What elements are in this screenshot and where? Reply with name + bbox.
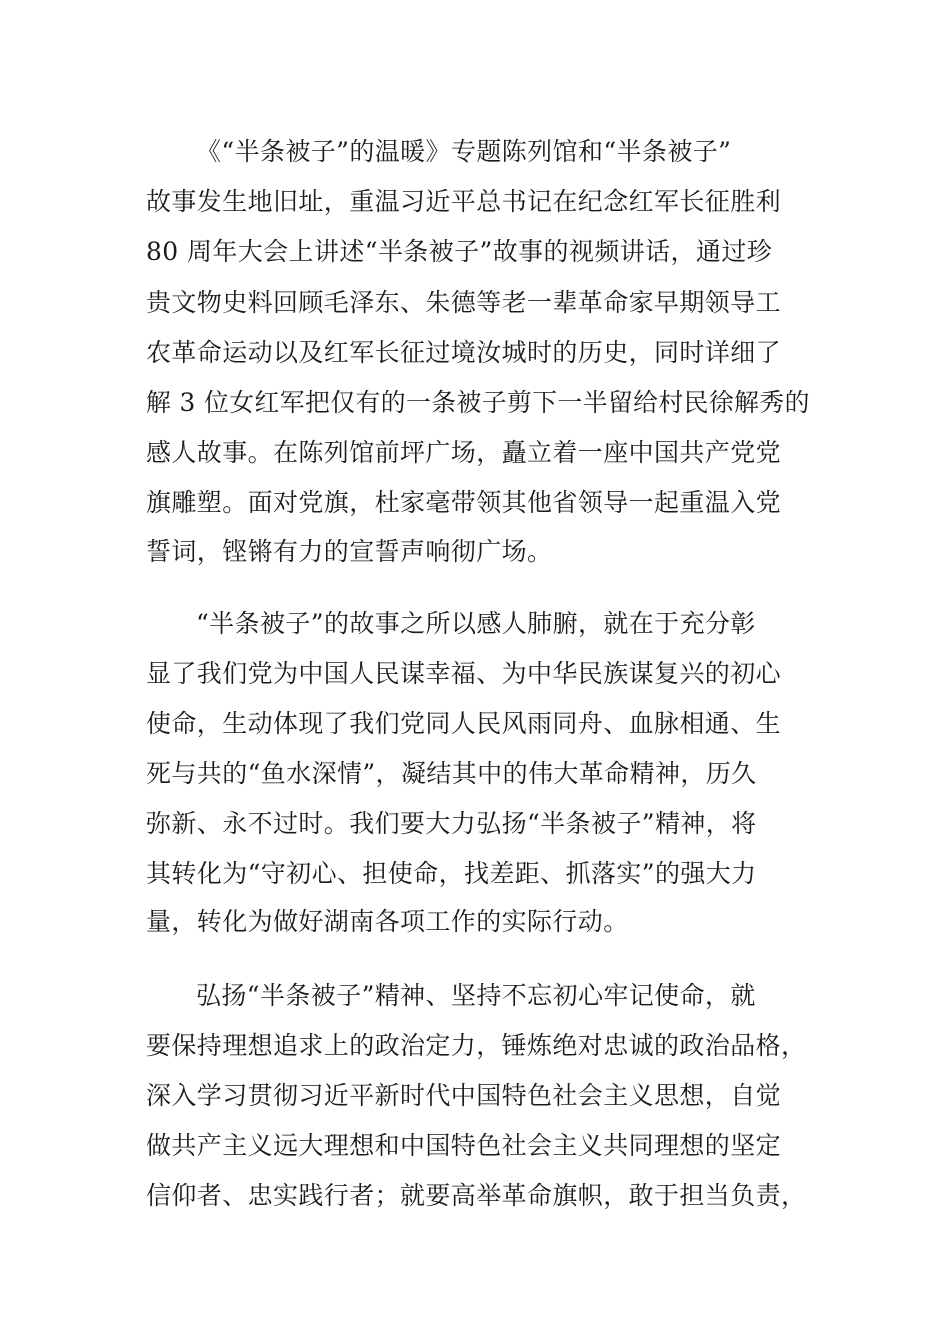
text-line: 贵文物史料回顾毛泽东、朱德等老一辈革命家早期领导工 xyxy=(146,288,782,317)
text-line: 显了我们党为中国人民谋幸福、为中华民族谋复兴的初心 xyxy=(146,659,782,688)
text-line: 誓词，铿锵有力的宣誓声响彻广场。 xyxy=(146,537,553,566)
text-line: 使命，生动体现了我们党同人民风雨同舟、血脉相通、生 xyxy=(146,709,782,738)
text-line: 弥新、永不过时。我们要大力弘扬“半条被子”精神，将 xyxy=(146,809,757,838)
text-line: “半条被子”的故事之所以感人肺腑，就在于充分彰 xyxy=(196,609,756,638)
text-line: 其转化为“守初心、担使命，找差距、抓落实”的强大力 xyxy=(146,859,757,888)
text-line: 旗雕塑。面对党旗，杜家毫带领其他省领导一起重温入党 xyxy=(146,488,782,517)
text-line: 80 周年大会上讲述“半条被子”故事的视频讲话，通过珍 xyxy=(146,237,773,266)
text-line: 深入学习贯彻习近平新时代中国特色社会主义思想，自觉 xyxy=(146,1081,782,1110)
text-line: 要保持理想追求上的政治定力，锤炼绝对忠诚的政治品格， xyxy=(146,1031,807,1060)
text-line: 《“半条被子”的温暖》专题陈列馆和“半条被子” xyxy=(196,137,732,166)
text-line: 死与共的“鱼水深情”，凝结其中的伟大革命精神，历久 xyxy=(146,759,757,788)
text-line: 做共产主义远大理想和中国特色社会主义共同理想的坚定 xyxy=(146,1131,782,1160)
text-line: 解 3 位女红军把仅有的一条被子剪下一半留给村民徐解秀的 xyxy=(146,388,810,417)
text-line: 弘扬“半条被子”精神、坚持不忘初心牢记使命，就 xyxy=(196,981,756,1010)
text-line: 故事发生地旧址，重温习近平总书记在纪念红军长征胜利 xyxy=(146,187,782,216)
text-line: 感人故事。在陈列馆前坪广场，矗立着一座中国共产党党 xyxy=(146,438,782,467)
text-line: 农革命运动以及红军长征过境汝城时的历史，同时详细了 xyxy=(146,338,782,367)
text-line: 信仰者、忠实践行者；就要高举革命旗帜，敢于担当负责， xyxy=(146,1181,807,1210)
text-line: 量，转化为做好湖南各项工作的实际行动。 xyxy=(146,907,629,936)
